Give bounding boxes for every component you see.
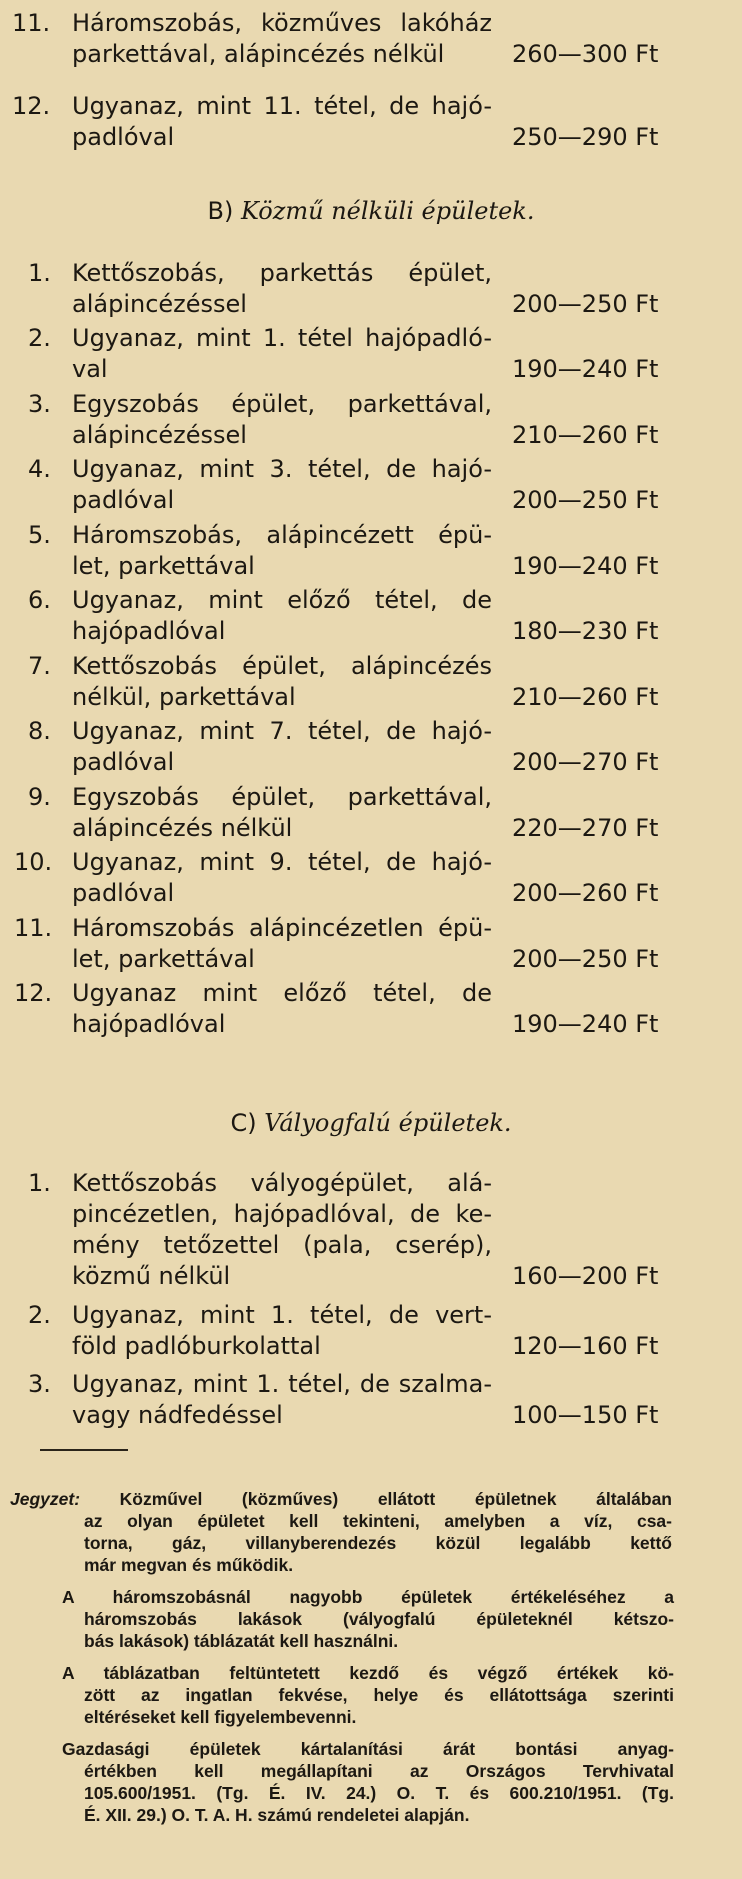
item-price: 190—240 Ft xyxy=(512,1010,659,1038)
item-price: 190—240 Ft xyxy=(512,355,659,383)
item-price: 120—160 Ft xyxy=(512,1332,659,1360)
item-description: Ugyanaz mint előző tétel, de hajópadlóval xyxy=(72,979,492,1038)
item-price: 200—270 Ft xyxy=(512,748,659,776)
item-description: Kettőszobás vályogépület, alá- pincézetlen, hajópadlóval, de ke- mény tetőzettel (pala, cserép), közmű nélkül xyxy=(72,1169,492,1290)
item-description: Ugyanaz, mint 1. tétel hajópadló- val xyxy=(72,324,492,383)
note-paragraph: A táblázatban feltüntetett kezdő és végző értékek kö- zött az ingatlan fekvése, helye és ellátottsága szerinti eltéréseket kell figyelembevenni. xyxy=(62,1663,674,1727)
item-number: 8. xyxy=(28,717,51,745)
item-description: Háromszobás, közműves lakóház parkettával, alápincézés nélkül xyxy=(72,9,492,68)
item-description: Ugyanaz, mint 1. tétel, de vert- föld padlóburkolattal xyxy=(72,1301,492,1360)
item-number: 10. xyxy=(14,848,53,876)
item-number: 6. xyxy=(28,586,51,614)
item-price: 220—270 Ft xyxy=(512,814,659,842)
item-number: 11. xyxy=(12,9,51,37)
item-number: 12. xyxy=(12,92,51,120)
item-number: 1. xyxy=(28,1169,51,1197)
item-description: Ugyanaz, mint 1. tétel, de szalma- vagy nádfedéssel xyxy=(72,1370,492,1429)
item-description: Egyszobás épület, parkettával, alápincézéssel xyxy=(72,390,492,449)
note-paragraph: az olyan épületet kell tekinteni, amelyben a víz, csa- torna, gáz, villanyberendezés közül legalább kettő már megvan és működik. xyxy=(84,1511,672,1575)
item-description: Háromszobás alápincézetlen épü- let, parkettával xyxy=(72,914,492,973)
section-b-heading: B) Közmű nélküli épületek. xyxy=(207,197,535,225)
item-description: Ugyanaz, mint előző tétel, de hajópadlóval xyxy=(72,586,492,645)
item-number: 11. xyxy=(14,914,53,942)
item-description: Ugyanaz, mint 7. tétel, de hajó- padlóval xyxy=(72,717,492,776)
item-description: Ugyanaz, mint 11. tétel, de hajó- padlóval xyxy=(72,92,492,151)
item-description: Ugyanaz, mint 9. tétel, de hajó- padlóval xyxy=(72,848,492,907)
item-price: 260—300 Ft xyxy=(512,40,659,68)
note-first-line: Jegyzet: Közművel (közműves) ellátott épületnek általában xyxy=(10,1489,672,1509)
section-c-heading: C) Vályogfalú épületek. xyxy=(230,1109,512,1137)
item-number: 9. xyxy=(28,783,51,811)
item-price: 200—260 Ft xyxy=(512,879,659,907)
item-number: 7. xyxy=(28,652,51,680)
item-number: 2. xyxy=(28,1301,51,1329)
item-description: Kettőszobás, parkettás épület, alápincézéssel xyxy=(72,259,492,318)
footnote-divider xyxy=(40,1449,128,1451)
item-description: Egyszobás épület, parkettával, alápincézés nélkül xyxy=(72,783,492,842)
note-paragraph: A háromszobásnál nagyobb épületek értékeléséhez a háromszobás lakások (vályogfalú épületeknél kétszo- bás lakások) táblázatát kell használni. xyxy=(62,1587,674,1651)
item-number: 12. xyxy=(14,979,53,1007)
item-number: 5. xyxy=(28,521,51,549)
item-price: 250—290 Ft xyxy=(512,123,659,151)
item-description: Ugyanaz, mint 3. tétel, de hajó- padlóval xyxy=(72,455,492,514)
item-price: 200—250 Ft xyxy=(512,945,659,973)
item-description: Háromszobás, alápincézett épü- let, parkettával xyxy=(72,521,492,580)
item-price: 210—260 Ft xyxy=(512,683,659,711)
item-number: 3. xyxy=(28,390,51,418)
note-label: Jegyzet: xyxy=(10,1489,81,1509)
item-description: Kettőszobás épület, alápincézés nélkül, parkettával xyxy=(72,652,492,711)
item-price: 210—260 Ft xyxy=(512,421,659,449)
item-number: 2. xyxy=(28,324,51,352)
item-price: 100—150 Ft xyxy=(512,1401,659,1429)
item-number: 3. xyxy=(28,1370,51,1398)
item-number: 1. xyxy=(28,259,51,287)
item-price: 160—200 Ft xyxy=(512,1262,659,1290)
item-number: 4. xyxy=(28,455,51,483)
item-price: 200—250 Ft xyxy=(512,486,659,514)
item-price: 200—250 Ft xyxy=(512,290,659,318)
note-paragraph: Gazdasági épületek kártalanítási árát bontási anyag- értékben kell megállapítani az Országos Tervhivatal 105.600/1951. (Tg. É. IV. 24.) O. T. és 600.210/1951. (Tg. É. XII. 29.) O. T. A. H. számú rendeletei alapján. xyxy=(62,1739,674,1825)
item-price: 180—230 Ft xyxy=(512,617,659,645)
item-price: 190—240 Ft xyxy=(512,552,659,580)
